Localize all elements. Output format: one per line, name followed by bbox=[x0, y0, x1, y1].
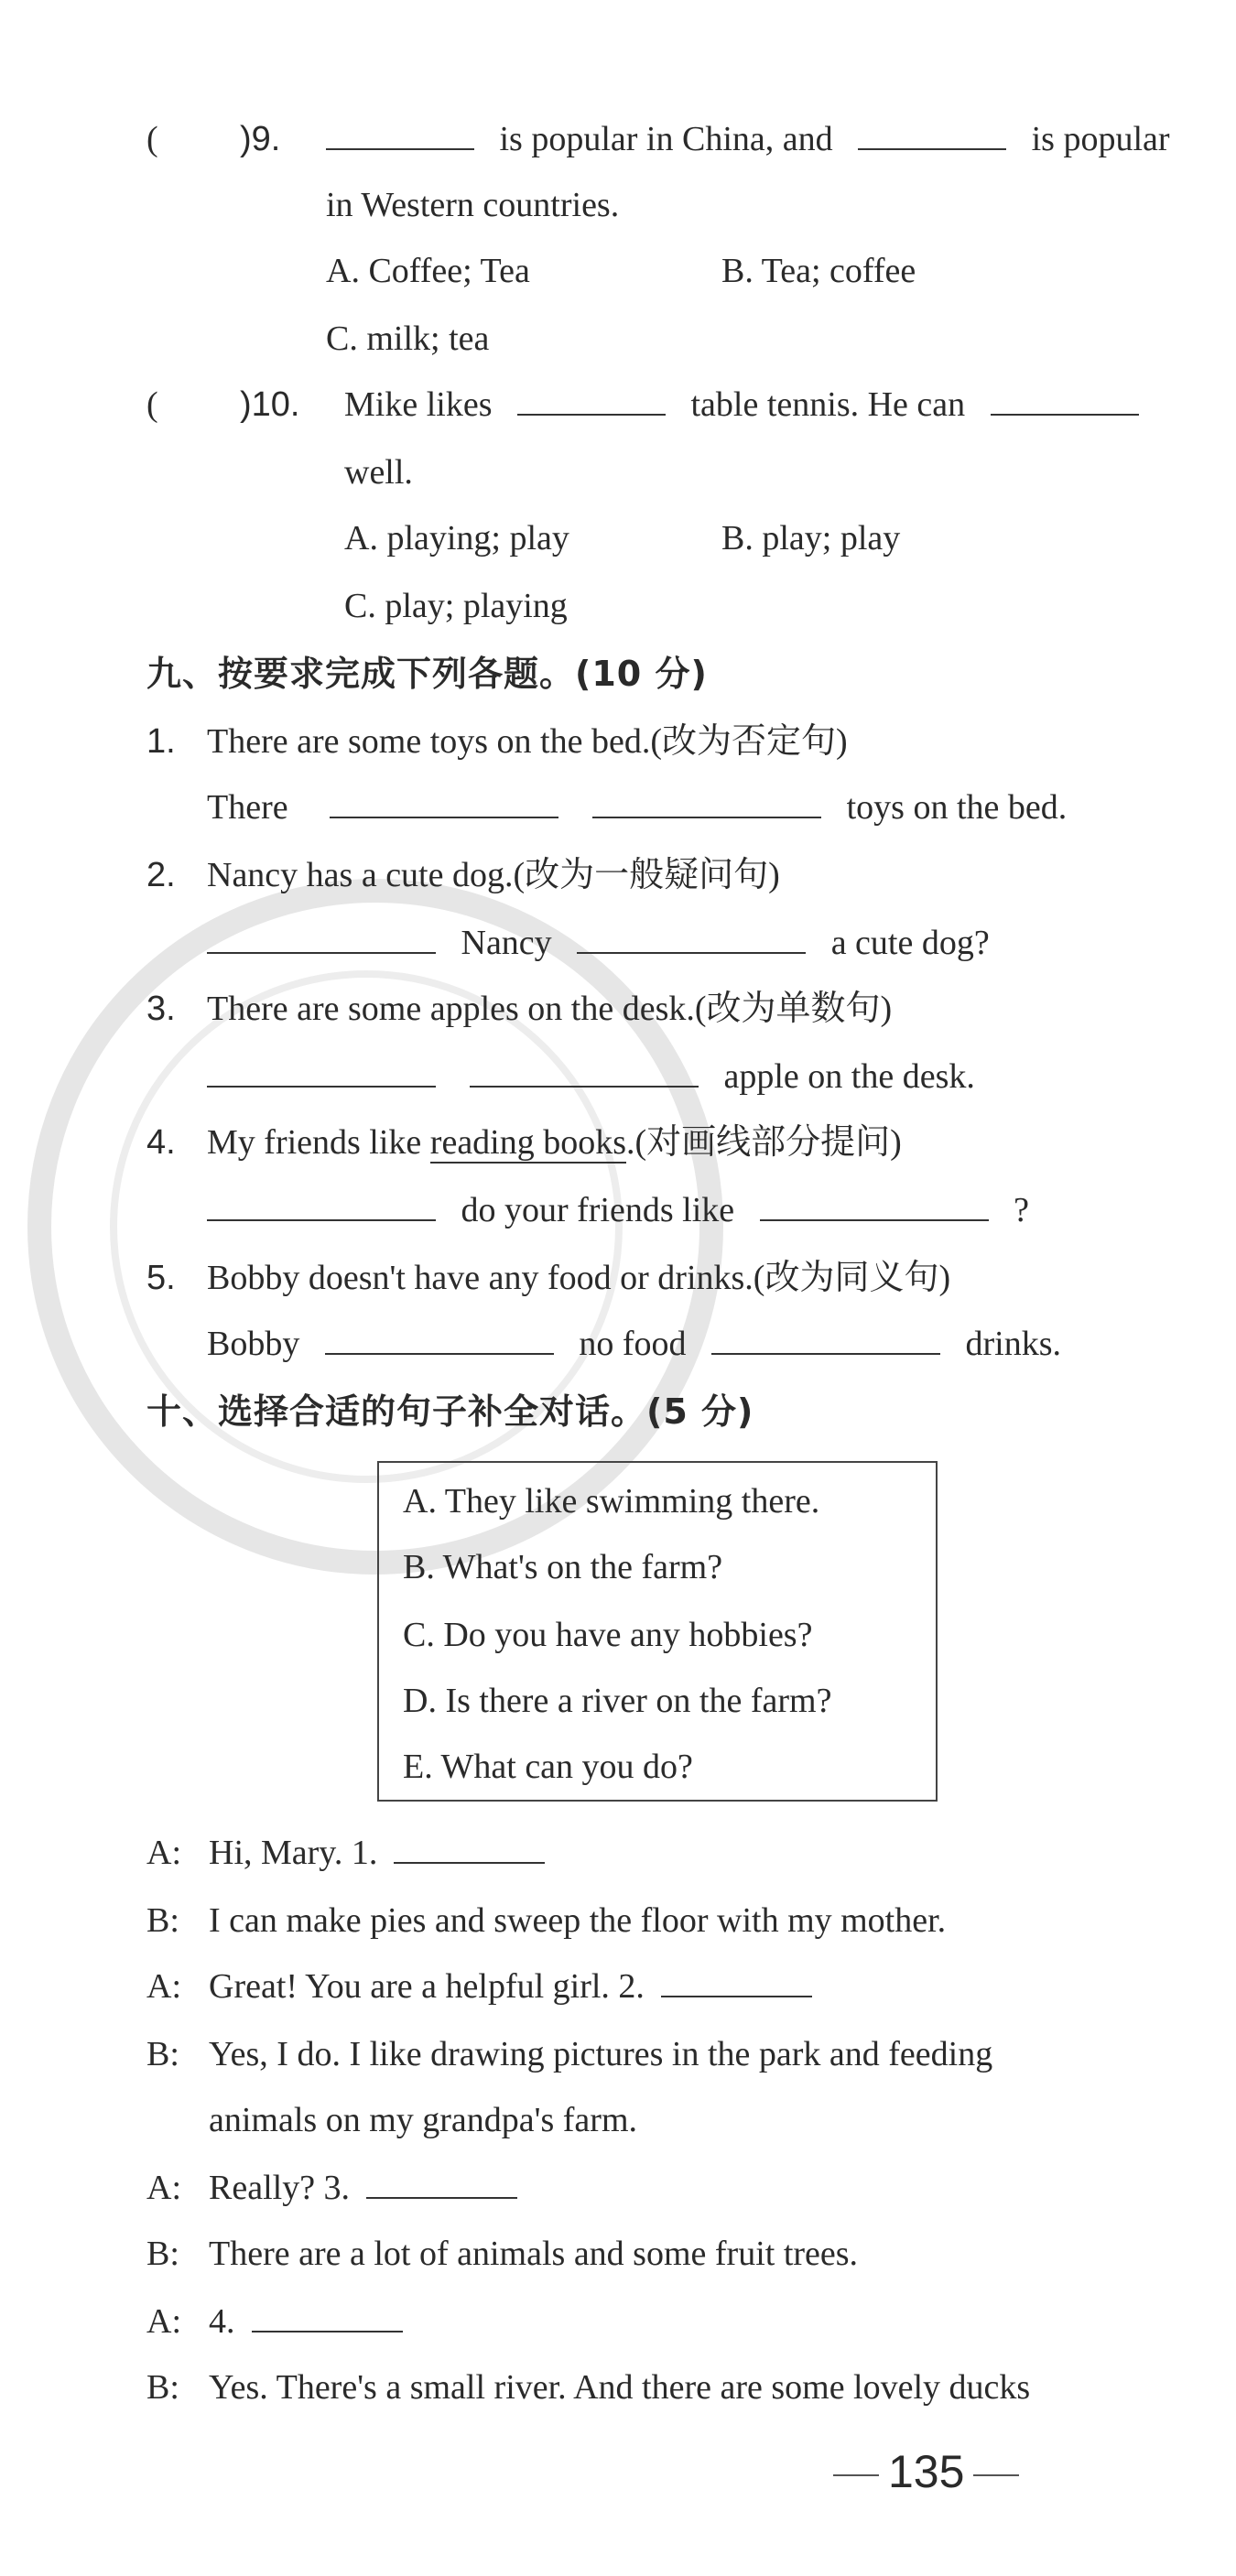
speaker-label: B: bbox=[146, 1901, 179, 1940]
answer-blank[interactable] bbox=[207, 921, 436, 954]
answer-paren-open: ( bbox=[146, 385, 158, 424]
question-9-stem-cont: in Western countries. bbox=[326, 186, 620, 224]
item-number: 1. bbox=[146, 722, 176, 761]
answer-blank[interactable] bbox=[207, 1188, 436, 1221]
dialogue-line: A: Hi, Mary. 1. bbox=[146, 1831, 545, 1875]
dialogue-line: B: There are a lot of animals and some fruit trees. bbox=[146, 2232, 858, 2276]
option-b: B. play; play bbox=[721, 519, 901, 557]
question-10-stem: Mike likes table tennis. He can bbox=[344, 383, 1139, 427]
speaker-label: A: bbox=[146, 1834, 181, 1872]
item-answer-line: Nancy a cute dog? bbox=[207, 921, 990, 965]
dialogue-line: A: Really? 3. bbox=[146, 2166, 517, 2210]
option-e: E. What can you do? bbox=[403, 1748, 693, 1786]
speaker-label: B: bbox=[146, 2235, 179, 2273]
answer-blank[interactable] bbox=[577, 921, 806, 954]
answer-blank[interactable] bbox=[366, 2166, 517, 2199]
dialogue-line: A: Great! You are a helpful girl. 2. bbox=[146, 1964, 812, 2008]
option-a: A. Coffee; Tea bbox=[326, 252, 530, 290]
speaker-label: B: bbox=[146, 2035, 179, 2073]
question-10-stem-cont: well. bbox=[344, 453, 413, 492]
answer-blank[interactable] bbox=[991, 383, 1139, 416]
item-number: 3. bbox=[146, 990, 176, 1028]
item-prompt: There are some apples on the desk.(改为单数句) bbox=[207, 990, 893, 1028]
dialogue-line: animals on my grandpa's farm. bbox=[209, 2101, 638, 2139]
item-answer-line: do your friends like ? bbox=[207, 1188, 1029, 1232]
underlined-phrase: reading books bbox=[429, 1123, 627, 1162]
answer-blank[interactable] bbox=[330, 785, 558, 818]
item-number: 4. bbox=[146, 1123, 176, 1162]
option-b: B. What's on the farm? bbox=[403, 1548, 723, 1586]
page-number-dash-left bbox=[833, 2474, 879, 2476]
question-9-stem: is popular in China, and is popular bbox=[326, 117, 1170, 161]
item-number: 5. bbox=[146, 1259, 176, 1297]
section-10-heading: 十、选择合适的句子补全对话。(5 分) bbox=[146, 1391, 754, 1432]
dialogue-line: B: Yes, I do. I like drawing pictures in the park and feeding bbox=[146, 2032, 992, 2076]
option-d: D. Is there a river on the farm? bbox=[403, 1682, 832, 1720]
option-b: B. Tea; coffee bbox=[721, 252, 916, 290]
page-number: 135 bbox=[824, 2444, 1028, 2499]
answer-blank[interactable] bbox=[470, 1055, 699, 1088]
page-number-dash-right bbox=[973, 2474, 1019, 2476]
speaker-label: B: bbox=[146, 2368, 179, 2407]
item-prompt: There are some toys on the bed.(改为否定句) bbox=[207, 722, 848, 761]
option-c: C. Do you have any hobbies? bbox=[403, 1616, 813, 1654]
answer-blank[interactable] bbox=[661, 1964, 812, 1997]
answer-blank[interactable] bbox=[207, 1055, 436, 1088]
item-number: 2. bbox=[146, 856, 176, 894]
answer-blank[interactable] bbox=[325, 1322, 554, 1355]
answer-blank[interactable] bbox=[394, 1831, 545, 1864]
option-c: C. milk; tea bbox=[326, 319, 490, 358]
answer-blank[interactable] bbox=[517, 383, 666, 416]
option-c: C. play; playing bbox=[344, 587, 568, 625]
option-a: A. playing; play bbox=[344, 519, 569, 557]
answer-paren-close: )10. bbox=[240, 385, 300, 424]
item-answer-line: Bobby no food drinks. bbox=[207, 1322, 1061, 1366]
option-a: A. They like swimming there. bbox=[403, 1482, 820, 1521]
dialogue-line: A: 4. bbox=[146, 2300, 403, 2343]
item-answer-line: apple on the desk. bbox=[207, 1055, 975, 1099]
answer-blank[interactable] bbox=[252, 2300, 403, 2332]
dialogue-line: B: Yes. There's a small river. And there are some lovely ducks bbox=[146, 2365, 1030, 2409]
speaker-label: A: bbox=[146, 2169, 181, 2207]
answer-blank[interactable] bbox=[760, 1188, 989, 1221]
item-prompt: Bobby doesn't have any food or drinks.(改为同义句) bbox=[207, 1259, 951, 1297]
speaker-label: A: bbox=[146, 1967, 181, 2006]
item-answer-line: There toys on the bed. bbox=[207, 785, 1067, 829]
answer-paren-open: ( bbox=[146, 120, 158, 158]
answer-blank[interactable] bbox=[711, 1322, 940, 1355]
item-prompt: Nancy has a cute dog.(改为一般疑问句) bbox=[207, 856, 780, 894]
answer-paren-close: )9. bbox=[240, 120, 281, 158]
dialogue-line: B: I can make pies and sweep the floor with my mother. bbox=[146, 1899, 946, 1943]
item-prompt: My friends like reading books.(对画线部分提问) bbox=[207, 1123, 902, 1162]
options-box bbox=[377, 1461, 938, 1802]
answer-blank[interactable] bbox=[326, 117, 474, 150]
speaker-label: A: bbox=[146, 2302, 181, 2341]
answer-blank[interactable] bbox=[592, 785, 821, 818]
section-9-heading: 九、按要求完成下列各题。(10 分) bbox=[146, 654, 708, 694]
answer-blank[interactable] bbox=[858, 117, 1006, 150]
